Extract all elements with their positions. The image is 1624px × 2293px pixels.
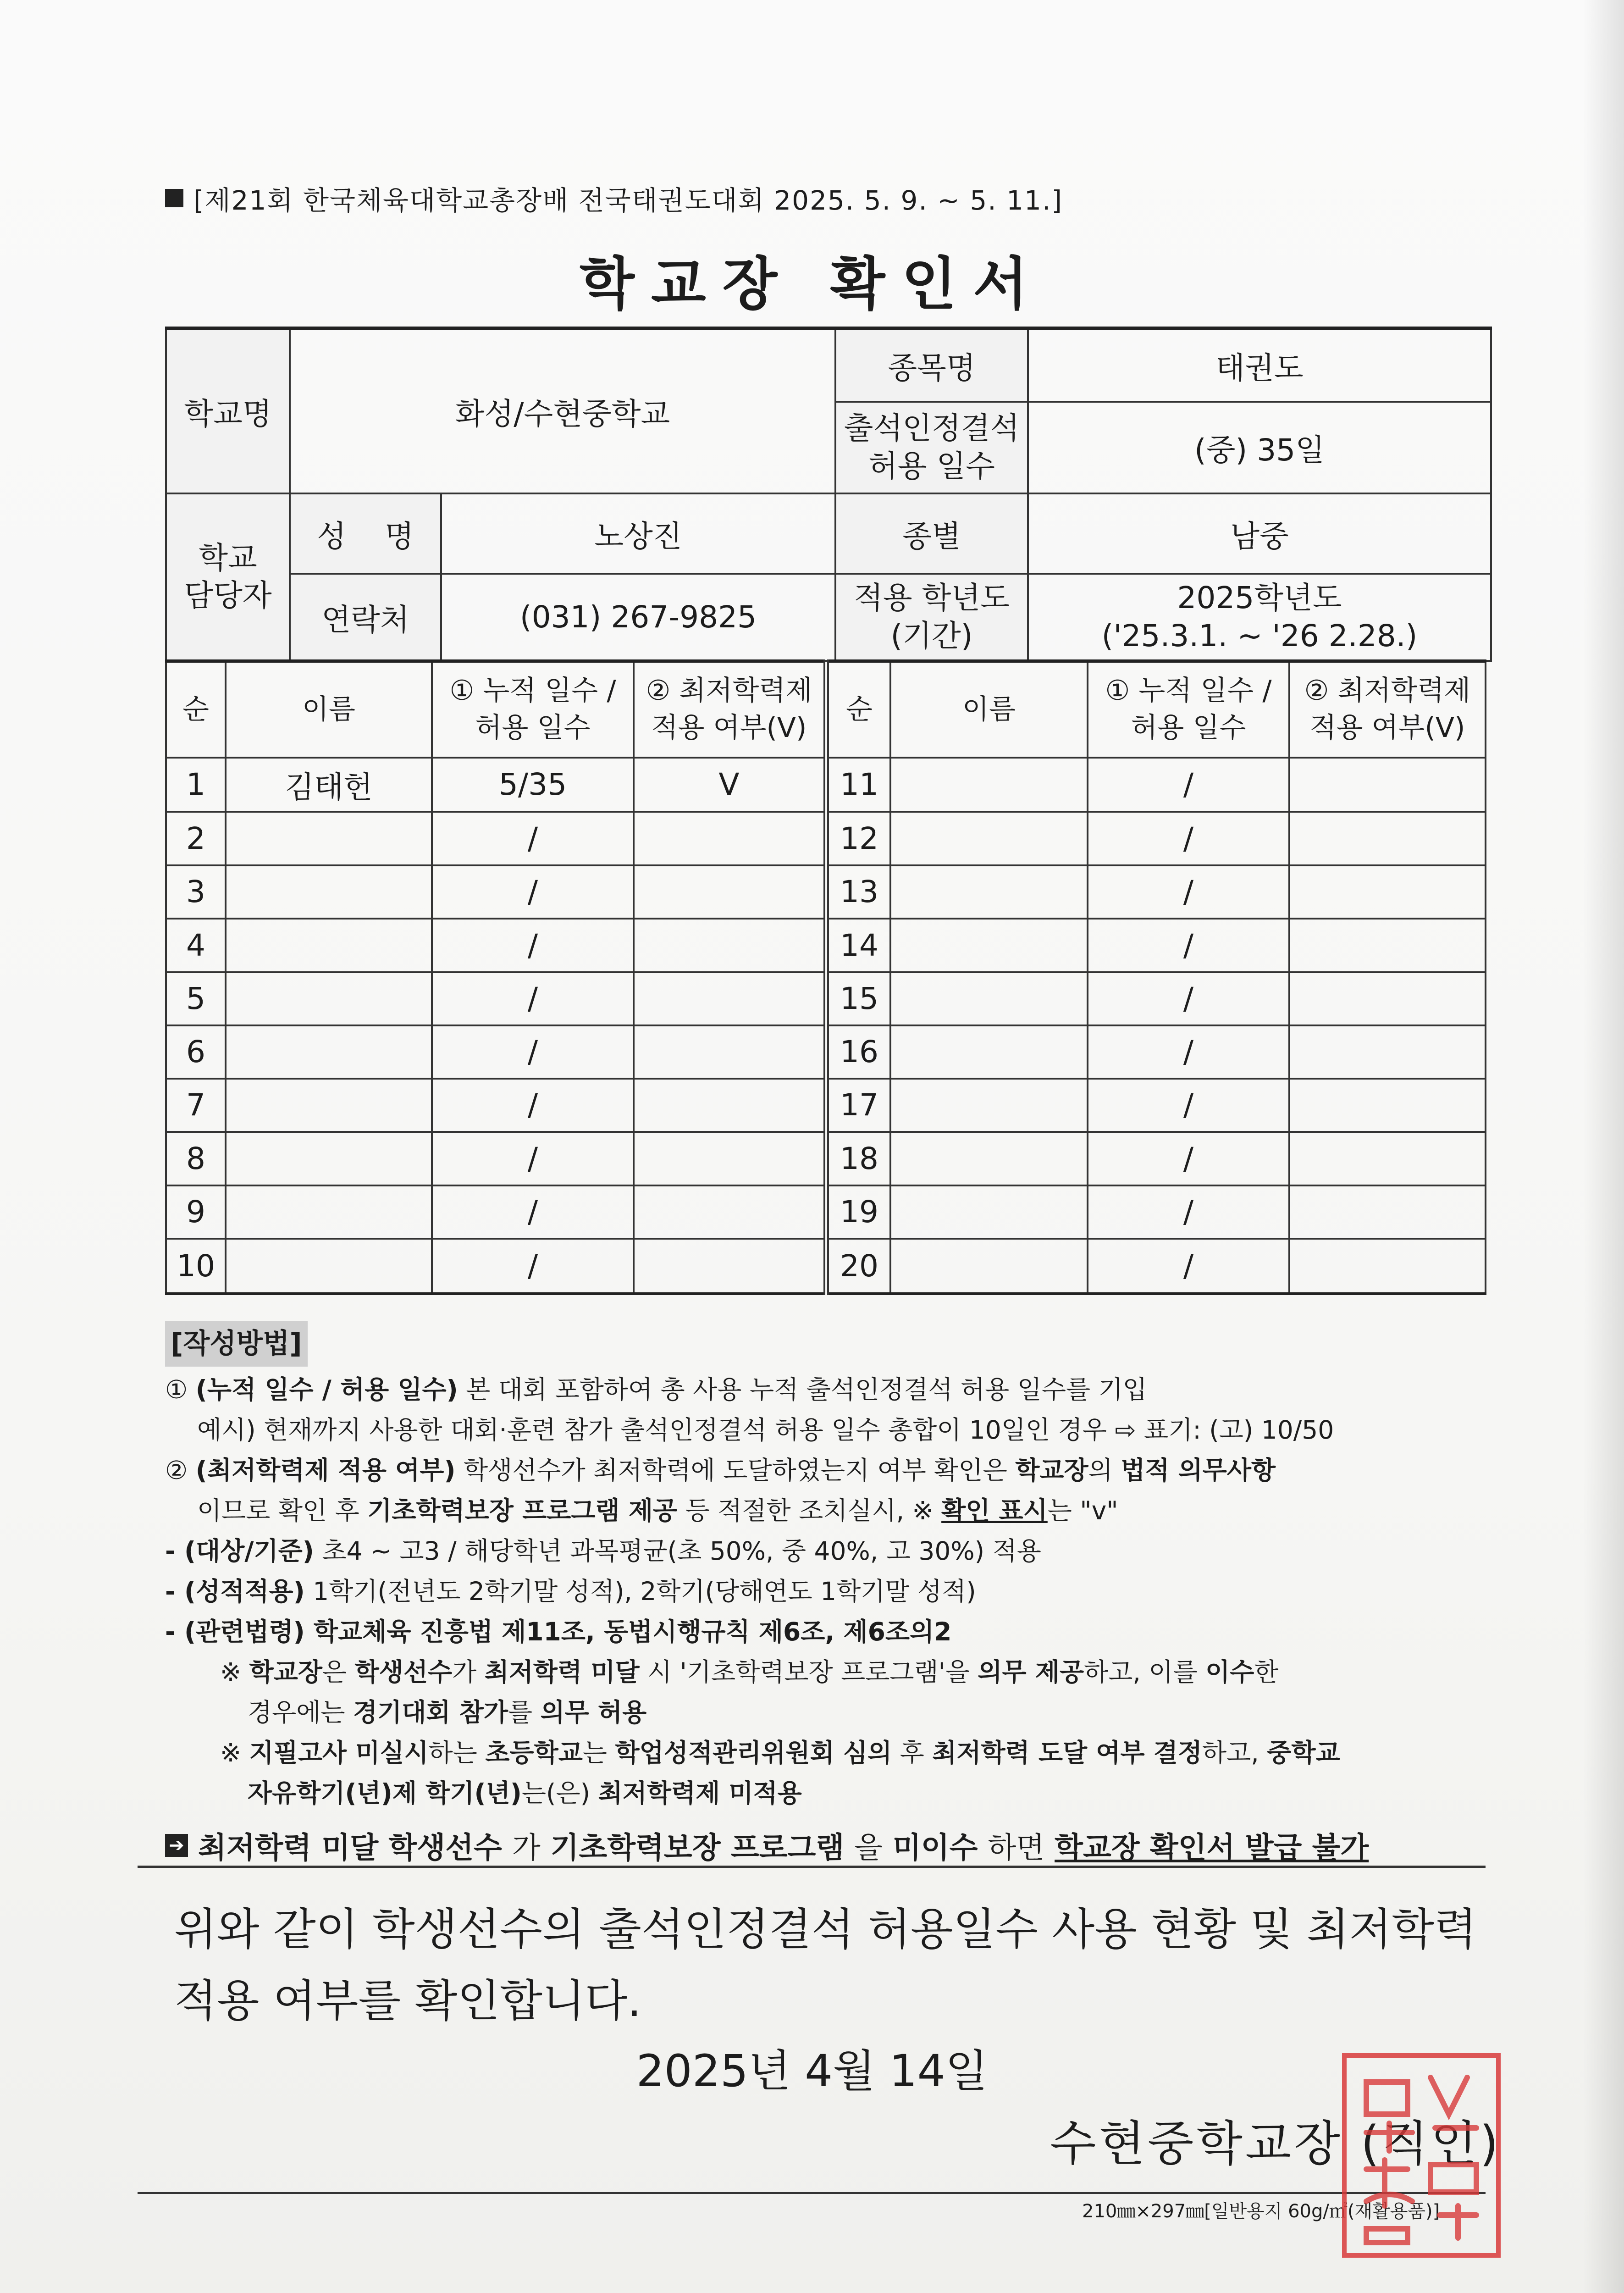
min-academic-check: [1289, 865, 1486, 919]
item-number: ②: [165, 1456, 188, 1485]
min-academic-check: [634, 1239, 826, 1294]
min-academic-check: [634, 1185, 826, 1239]
row-number: 20: [826, 1239, 890, 1294]
table-row: [166, 758, 1486, 812]
item-text: 등 적절한 조치실시, ※: [677, 1496, 942, 1525]
item-text: 는(은): [521, 1778, 598, 1808]
item-text: 경우에는: [248, 1698, 354, 1727]
notice-text: 기초학력보장 프로그램: [550, 1831, 845, 1865]
item-text: ※: [220, 1657, 249, 1687]
final-notice: [165, 1824, 1369, 1867]
header-no-left: 순: [166, 661, 226, 758]
sport-label: 종목명: [835, 328, 1028, 402]
min-academic-check: [1289, 812, 1486, 865]
notice-text: 을: [854, 1831, 883, 1865]
min-academic-check: [1289, 1025, 1486, 1079]
row-number: 4: [166, 919, 226, 972]
row-number: 18: [826, 1132, 890, 1185]
student-name: [890, 1025, 1088, 1079]
square-bullet-icon: [165, 189, 183, 207]
absence-days: /: [432, 919, 634, 972]
table-row: [166, 812, 1486, 865]
item-keyword: 자유학기(년)제 학기(년): [248, 1778, 522, 1808]
header-days-line2: 허용 일수: [475, 712, 591, 744]
guide-sub-3: [165, 1612, 1495, 1652]
absence-days: /: [432, 1239, 634, 1294]
header-min-line2: 적용 여부(V): [651, 712, 807, 744]
student-name: [890, 919, 1088, 972]
item-text: 이므로 확인 후: [197, 1496, 368, 1525]
min-academic-check: [1289, 919, 1486, 972]
student-name: [226, 919, 432, 972]
row-number: 9: [166, 1185, 226, 1239]
item-keyword: 학업성적관리위원회 심의: [615, 1738, 892, 1767]
min-academic-check: V: [634, 758, 826, 812]
header-days-right: [1088, 661, 1289, 758]
row-number: 6: [166, 1025, 226, 1079]
row-number: 14: [826, 919, 890, 972]
row-number: 1: [166, 758, 226, 812]
name-label: 성 명: [290, 493, 441, 574]
principal-signature: 수현중학교장 (직인): [1050, 2116, 1501, 2171]
item-text: 초4 ~ 고3 / 해당학년 과목평균(초 50%, 중 40%, 고 30%) 적용: [314, 1536, 1041, 1566]
student-name: [226, 1079, 432, 1132]
division-label: 종별: [835, 493, 1028, 574]
phone-value: (031) 267-9825: [441, 574, 835, 661]
item-text: 는: [582, 1738, 615, 1767]
absence-days: /: [432, 1185, 634, 1239]
student-name: [890, 1079, 1088, 1132]
student-name: [226, 865, 432, 919]
guide-item-2-line2: [165, 1490, 1495, 1531]
table-row: [166, 1079, 1486, 1132]
student-name: [226, 1239, 432, 1294]
notice-text: 하면: [988, 1831, 1045, 1865]
year-value-line2: ('25.3.1. ~ '26 2.28.): [1101, 618, 1418, 654]
row-number: 7: [166, 1079, 226, 1132]
guide-note-1-line2: [165, 1692, 1495, 1733]
absence-days: /: [1088, 972, 1289, 1025]
item-keyword: 초등학교: [485, 1738, 583, 1767]
absence-days: /: [432, 1079, 634, 1132]
guide-sub-2: [165, 1571, 1495, 1612]
student-name: [890, 1132, 1088, 1185]
student-name: [226, 972, 432, 1025]
absence-days: /: [432, 865, 634, 919]
notice-text: 가: [512, 1831, 541, 1865]
header-name-left: 이름: [226, 661, 432, 758]
guide-note-2: [165, 1733, 1495, 1773]
item-text: 가: [452, 1657, 485, 1687]
row-number: 5: [166, 972, 226, 1025]
table-row: [166, 865, 1486, 919]
notice-text: 최저학력 미달 학생선수: [198, 1831, 502, 1865]
absence-value: (중) 35일: [1028, 402, 1491, 493]
row-number: 16: [826, 1025, 890, 1079]
item-keyword: - (대상/기준): [165, 1536, 314, 1566]
min-academic-check: [634, 812, 826, 865]
paper-spec: 210㎜×297㎜[일반용지 60g/㎡(재활용품)]: [1082, 2201, 1440, 2222]
absence-label-line2: 허용 일수: [868, 448, 995, 484]
student-name: 김태헌: [226, 758, 432, 812]
item-text: 한: [1254, 1657, 1279, 1687]
guide-note-2-line2: [165, 1773, 1495, 1813]
header-min-line1: ② 최저학력제: [646, 675, 812, 707]
absence-days: /: [1088, 919, 1289, 972]
absence-days: /: [432, 1025, 634, 1079]
item-text: 후: [892, 1738, 933, 1767]
row-number: 13: [826, 865, 890, 919]
item-text: 본 대회 포함하여 총 사용 누적 출석인정결석 허용 일수를 기입: [458, 1375, 1147, 1404]
item-keyword: 확인 표시: [941, 1496, 1048, 1525]
item-keyword: - (관련법령): [165, 1617, 305, 1646]
guide-item-1-example: 예시) 현재까지 사용한 대회·훈련 참가 출석인정결석 허용 일수 총합이 10일인 경우 ⇨ 표기: (고) 10/50: [197, 1415, 1334, 1445]
min-academic-check: [1289, 1239, 1486, 1294]
item-keyword: 지필고사 미실시: [249, 1738, 429, 1767]
absence-days: /: [1088, 1185, 1289, 1239]
guide-item-1: [165, 1369, 1495, 1410]
notice-text: 미이수: [893, 1831, 978, 1865]
item-text: 은: [322, 1657, 355, 1687]
item-keyword: 기초학력보장 프로그램 제공: [367, 1496, 678, 1525]
guide-heading: [작성방법]: [165, 1321, 308, 1367]
student-name: [890, 1239, 1088, 1294]
item-keyword: 최저학력제 미적용: [598, 1778, 802, 1808]
item-text: 의: [1088, 1456, 1121, 1485]
document-title: 학교장 확인서: [580, 251, 1044, 317]
absence-days: /: [1088, 1132, 1289, 1185]
absence-days: /: [432, 812, 634, 865]
row-number: 12: [826, 812, 890, 865]
item-text: 하는: [428, 1738, 486, 1767]
event-header: [165, 179, 1063, 217]
year-label: [835, 574, 1028, 661]
min-academic-check: [634, 919, 826, 972]
contact-label: [166, 493, 290, 661]
item-text: 하고, 이를: [1084, 1657, 1206, 1687]
table-row: [166, 1025, 1486, 1079]
item-keyword: (누적 일수 / 허용 일수): [195, 1375, 458, 1404]
school-value: 화성/수현중학교: [290, 328, 835, 493]
item-text: 를: [508, 1698, 541, 1727]
year-label-line2: (기간): [890, 618, 973, 654]
item-keyword: 학교장: [249, 1657, 322, 1687]
page-shadow: [1583, 0, 1624, 2293]
header-days-line2: 허용 일수: [1131, 712, 1246, 744]
table-row: [166, 919, 1486, 972]
item-keyword: 학교장: [1015, 1456, 1088, 1485]
absence-days: /: [1088, 865, 1289, 919]
student-name: [226, 1185, 432, 1239]
item-keyword: 경기대회 참가: [353, 1698, 508, 1727]
item-keyword: 이수: [1205, 1657, 1254, 1687]
item-text: ※: [220, 1738, 249, 1767]
guide-note-1: [165, 1652, 1495, 1692]
row-number: 2: [166, 812, 226, 865]
item-text: 학교체육 진흥법 제11조, 동법시행규칙 제6조, 제6조의2: [304, 1617, 952, 1646]
min-academic-check: [634, 1025, 826, 1079]
item-keyword: 최저학력 미달: [484, 1657, 640, 1687]
student-name: [890, 1185, 1088, 1239]
item-text: 학생선수가 최저학력에 도달하였는지 여부 확인은: [455, 1456, 1016, 1485]
sport-value: 태권도: [1028, 328, 1491, 402]
min-academic-check: [1289, 1185, 1486, 1239]
absence-label: [835, 402, 1028, 493]
row-number: 8: [166, 1132, 226, 1185]
header-no-right: 순: [826, 661, 890, 758]
item-text: 시 '기초학력보장 프로그램'을: [639, 1657, 978, 1687]
row-number: 19: [826, 1185, 890, 1239]
division-value: 남중: [1028, 493, 1491, 574]
absence-days: /: [1088, 1025, 1289, 1079]
absence-days: /: [1088, 1239, 1289, 1294]
guide-sub-1: [165, 1531, 1495, 1571]
header-name-right: 이름: [890, 661, 1088, 758]
name-value: 노상진: [441, 493, 835, 574]
row-number: 3: [166, 865, 226, 919]
roster-header-row: [166, 661, 1486, 758]
item-keyword: 의무 제공: [978, 1657, 1084, 1687]
item-text: 는 "v": [1047, 1496, 1118, 1525]
year-label-line1: 적용 학년도: [854, 580, 1010, 615]
min-academic-check: [634, 972, 826, 1025]
official-seal-icon: [1339, 2050, 1504, 2261]
table-row: [166, 972, 1486, 1025]
item-number: ①: [165, 1375, 188, 1404]
item-keyword: 법적 의무사항: [1121, 1456, 1276, 1485]
confirmation-statement: [174, 1894, 1486, 2037]
row-number: 15: [826, 972, 890, 1025]
contact-label-line2: 담당자: [184, 578, 272, 613]
absence-label-line1: 출석인정결석: [844, 410, 1020, 446]
absence-days: /: [1088, 758, 1289, 812]
item-keyword: - (성적적용): [165, 1577, 305, 1606]
item-keyword: 최저학력 도달 여부 결정: [932, 1738, 1202, 1767]
absence-days: 5/35: [432, 758, 634, 812]
min-academic-check: [634, 865, 826, 919]
contact-label-line1: 학교: [199, 540, 257, 576]
header-min-left: [634, 661, 826, 758]
statement-line1: 위와 같이 학생선수의 출석인정결석 허용일수 사용 현황 및 최저학력: [174, 1904, 1477, 1955]
student-name: [890, 972, 1088, 1025]
header-days-line1: ① 누적 일수 /: [1105, 675, 1272, 707]
table-row: [166, 1185, 1486, 1239]
min-academic-check: [1289, 972, 1486, 1025]
writing-guide: [165, 1321, 1495, 1813]
row-number: 10: [166, 1239, 226, 1294]
header-days-left: [432, 661, 634, 758]
student-name: [226, 1025, 432, 1079]
header-min-right: [1289, 661, 1486, 758]
issue-date: 2025년 4월 14일: [636, 2045, 988, 2097]
student-name: [890, 758, 1088, 812]
absence-days: /: [432, 972, 634, 1025]
divider-line: [138, 1866, 1486, 1868]
header-days-line1: ① 누적 일수 /: [449, 675, 616, 707]
roster-table: [165, 659, 1486, 1295]
event-title: [제21회 한국체육대학교총장배 전국태권도대회 2025. 5. 9. ~ 5. 11.]: [193, 185, 1063, 216]
guide-item-2: [165, 1450, 1495, 1490]
phone-label: 연락처: [290, 574, 441, 661]
item-text: 1학기(전년도 2학기말 성적), 2학기(당해연도 1학기말 성적): [304, 1577, 976, 1606]
school-label: 학교명: [166, 328, 290, 493]
arrow-box-icon: ➔: [165, 1834, 188, 1857]
absence-days: /: [1088, 812, 1289, 865]
statement-line2: 적용 여부를 확인합니다.: [174, 1975, 641, 2027]
min-academic-check: [634, 1079, 826, 1132]
min-academic-check: [634, 1132, 826, 1185]
item-keyword: 학생선수: [354, 1657, 453, 1687]
bottom-divider: [138, 2192, 1486, 2194]
item-keyword: 의무 허용: [540, 1698, 647, 1727]
item-keyword: 중학교: [1267, 1738, 1340, 1767]
item-keyword: (최저학력제 적용 여부): [195, 1456, 456, 1485]
header-min-line2: 적용 여부(V): [1309, 712, 1465, 744]
year-value-line1: 2025학년도: [1177, 580, 1342, 615]
student-name: [226, 812, 432, 865]
year-value: [1028, 574, 1491, 661]
info-table: [165, 327, 1492, 662]
min-academic-check: [1289, 1132, 1486, 1185]
absence-days: /: [432, 1132, 634, 1185]
item-text: 하고,: [1202, 1738, 1267, 1767]
table-row: [166, 1132, 1486, 1185]
min-academic-check: [1289, 758, 1486, 812]
row-number: 11: [826, 758, 890, 812]
student-name: [226, 1132, 432, 1185]
absence-days: /: [1088, 1079, 1289, 1132]
table-row: [166, 1239, 1486, 1294]
row-number: 17: [826, 1079, 890, 1132]
notice-text: 학교장 확인서 발급 불가: [1055, 1831, 1369, 1865]
min-academic-check: [1289, 1079, 1486, 1132]
student-name: [890, 865, 1088, 919]
header-min-line1: ② 최저학력제: [1304, 675, 1471, 707]
student-name: [890, 812, 1088, 865]
